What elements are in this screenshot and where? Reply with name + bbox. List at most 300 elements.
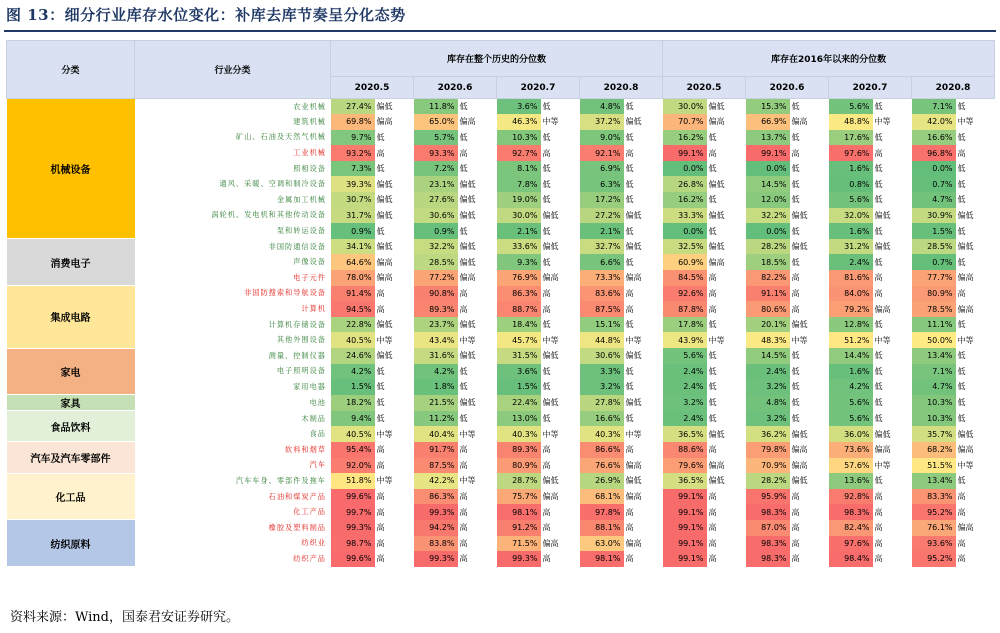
- percentile-value: 91.7%: [414, 442, 458, 458]
- level-label: 偏低: [624, 395, 663, 411]
- percentile-value: 42.0%: [912, 114, 956, 130]
- percentile-value: 19.0%: [497, 192, 541, 208]
- percentile-value: 5.6%: [829, 99, 873, 115]
- percentile-value: 22.8%: [331, 317, 375, 333]
- level-label: 低: [956, 161, 995, 177]
- percentile-value: 2.4%: [663, 364, 707, 380]
- level-label: 高: [541, 551, 580, 567]
- level-label: 低: [375, 161, 414, 177]
- table-row: [7, 473, 995, 489]
- percentile-value: 43.9%: [663, 332, 707, 348]
- percentile-value: 6.3%: [580, 176, 624, 192]
- percentile-value: 78.0%: [331, 270, 375, 286]
- header-month: 2020.5: [663, 77, 746, 99]
- level-label: 中等: [458, 473, 497, 489]
- industry-label: 电池: [309, 397, 326, 407]
- level-label: 低: [873, 411, 912, 427]
- level-label: 高: [707, 270, 746, 286]
- category-cell: 机械设备: [7, 99, 135, 239]
- level-label: 低: [956, 473, 995, 489]
- level-label: 低: [624, 411, 663, 427]
- level-label: 偏高: [624, 489, 663, 505]
- level-label: 低: [541, 161, 580, 177]
- percentile-value: 10.3%: [912, 395, 956, 411]
- level-label: 中等: [375, 426, 414, 442]
- level-label: 低: [873, 176, 912, 192]
- percentile-value: 28.2%: [746, 473, 790, 489]
- percentile-value: 30.7%: [331, 192, 375, 208]
- percentile-value: 83.3%: [912, 489, 956, 505]
- level-label: 低: [541, 254, 580, 270]
- table-row: [7, 192, 995, 208]
- percentile-value: 30.0%: [663, 99, 707, 115]
- level-label: 偏高: [790, 458, 829, 474]
- percentile-value: 8.1%: [497, 161, 541, 177]
- percentile-value: 99.3%: [497, 551, 541, 567]
- industry-label: 声像设备: [293, 257, 326, 267]
- header-group-all-history: 库存在整个历史的分位数: [331, 41, 663, 77]
- percentile-value: 94.5%: [331, 301, 375, 317]
- level-label: 偏高: [956, 442, 995, 458]
- percentile-value: 7.8%: [497, 176, 541, 192]
- percentile-value: 5.6%: [829, 395, 873, 411]
- percentile-value: 28.5%: [414, 254, 458, 270]
- industry-label: 建筑机械: [293, 116, 326, 126]
- percentile-value: 11.8%: [414, 99, 458, 115]
- level-label: 高: [707, 551, 746, 567]
- percentile-value: 76.1%: [912, 520, 956, 536]
- percentile-value: 99.1%: [663, 489, 707, 505]
- level-label: 高: [873, 489, 912, 505]
- level-label: 高: [375, 520, 414, 536]
- percentile-value: 80.6%: [746, 301, 790, 317]
- percentile-value: 22.4%: [497, 395, 541, 411]
- percentile-value: 94.2%: [414, 520, 458, 536]
- level-label: 偏高: [956, 270, 995, 286]
- table-row: [7, 254, 995, 270]
- level-label: 偏低: [375, 317, 414, 333]
- level-label: 偏高: [375, 270, 414, 286]
- level-label: 低: [375, 223, 414, 239]
- level-label: 高: [624, 442, 663, 458]
- industry-label: 矿山、石油及天然气机械: [235, 132, 326, 142]
- level-label: 低: [624, 176, 663, 192]
- percentile-value: 4.2%: [331, 364, 375, 380]
- level-label: 低: [375, 364, 414, 380]
- table-row: [7, 223, 995, 239]
- level-label: 低: [873, 254, 912, 270]
- level-label: 高: [790, 520, 829, 536]
- level-label: 低: [541, 379, 580, 395]
- level-label: 偏低: [956, 426, 995, 442]
- level-label: 高: [956, 504, 995, 520]
- level-label: 偏低: [624, 473, 663, 489]
- level-label: 低: [624, 223, 663, 239]
- percentile-value: 95.4%: [331, 442, 375, 458]
- table-row: [7, 379, 995, 395]
- percentile-value: 10.3%: [497, 130, 541, 146]
- percentile-value: 86.3%: [414, 489, 458, 505]
- percentile-value: 84.0%: [829, 286, 873, 302]
- percentile-value: 9.4%: [331, 411, 375, 427]
- level-label: 偏低: [790, 426, 829, 442]
- level-label: 低: [624, 379, 663, 395]
- percentile-value: 1.5%: [331, 379, 375, 395]
- level-label: 低: [873, 99, 912, 115]
- percentile-value: 12.0%: [746, 192, 790, 208]
- industry-label: 农业机械: [293, 101, 326, 111]
- level-label: 中等: [624, 426, 663, 442]
- table-row: [7, 145, 995, 161]
- level-label: 高: [956, 489, 995, 505]
- level-label: 高: [624, 301, 663, 317]
- table-row: [7, 208, 995, 224]
- percentile-value: 0.0%: [663, 223, 707, 239]
- percentile-value: 32.2%: [414, 239, 458, 255]
- level-label: 中等: [375, 473, 414, 489]
- percentile-value: 71.5%: [497, 536, 541, 552]
- percentile-value: 89.3%: [497, 442, 541, 458]
- level-label: 高: [873, 286, 912, 302]
- percentile-value: 1.6%: [829, 364, 873, 380]
- level-label: 偏低: [707, 99, 746, 115]
- level-label: 偏高: [541, 270, 580, 286]
- level-label: 中等: [873, 332, 912, 348]
- level-label: 高: [873, 270, 912, 286]
- industry-label: 电子元件: [293, 272, 326, 282]
- percentile-value: 14.5%: [746, 176, 790, 192]
- level-label: 高: [707, 301, 746, 317]
- level-label: 高: [624, 551, 663, 567]
- level-label: 低: [790, 223, 829, 239]
- level-label: 偏高: [790, 114, 829, 130]
- level-label: 低: [790, 176, 829, 192]
- percentile-value: 39.3%: [331, 176, 375, 192]
- level-label: 高: [956, 551, 995, 567]
- category-cell: 家具: [7, 395, 135, 411]
- percentile-value: 13.4%: [912, 473, 956, 489]
- level-label: 高: [541, 504, 580, 520]
- level-label: 高: [790, 286, 829, 302]
- industry-label: 照相设备: [293, 163, 326, 173]
- table-row: [7, 286, 995, 302]
- percentile-value: 16.6%: [580, 411, 624, 427]
- level-label: 低: [624, 317, 663, 333]
- percentile-value: 32.5%: [663, 239, 707, 255]
- level-label: 偏低: [707, 239, 746, 255]
- table-row: [7, 239, 995, 255]
- header-month: 2020.8: [912, 77, 995, 99]
- level-label: 低: [541, 192, 580, 208]
- table-row: [7, 489, 995, 505]
- percentile-value: 99.1%: [663, 145, 707, 161]
- industry-label: 橡胶及塑料制品: [268, 522, 326, 532]
- percentile-value: 9.0%: [580, 130, 624, 146]
- level-label: 偏低: [790, 239, 829, 255]
- percentile-value: 99.6%: [331, 489, 375, 505]
- level-label: 中等: [873, 114, 912, 130]
- level-label: 低: [956, 395, 995, 411]
- level-label: 低: [458, 99, 497, 115]
- level-label: 高: [707, 520, 746, 536]
- percentile-value: 93.3%: [414, 145, 458, 161]
- percentile-value: 91.1%: [746, 286, 790, 302]
- percentile-value: 93.2%: [331, 145, 375, 161]
- level-label: 偏低: [458, 254, 497, 270]
- percentile-value: 4.8%: [746, 395, 790, 411]
- percentile-value: 88.6%: [663, 442, 707, 458]
- percentile-value: 14.5%: [746, 348, 790, 364]
- industry-label: 涡轮机、发电机和其他传动设备: [211, 210, 326, 220]
- title-divider: [4, 30, 996, 32]
- category-cell: 家电: [7, 348, 135, 395]
- level-label: 高: [707, 145, 746, 161]
- percentile-value: 28.5%: [912, 239, 956, 255]
- percentile-value: 98.3%: [746, 504, 790, 520]
- percentile-value: 4.2%: [414, 364, 458, 380]
- level-label: 低: [541, 99, 580, 115]
- table-row: [7, 270, 995, 286]
- percentile-value: 87.5%: [414, 458, 458, 474]
- percentile-value: 4.7%: [912, 192, 956, 208]
- percentile-value: 0.7%: [912, 254, 956, 270]
- percentile-value: 36.0%: [829, 426, 873, 442]
- level-label: 高: [707, 489, 746, 505]
- percentile-value: 75.7%: [497, 489, 541, 505]
- level-label: 高: [707, 504, 746, 520]
- percentile-value: 6.6%: [580, 254, 624, 270]
- level-label: 低: [873, 161, 912, 177]
- level-label: 高: [375, 536, 414, 552]
- percentile-value: 89.3%: [414, 301, 458, 317]
- level-label: 低: [375, 411, 414, 427]
- percentile-value: 10.3%: [912, 411, 956, 427]
- level-label: 高: [541, 442, 580, 458]
- level-label: 偏低: [541, 208, 580, 224]
- level-label: 低: [873, 379, 912, 395]
- level-label: 低: [707, 130, 746, 146]
- percentile-value: 11.1%: [912, 317, 956, 333]
- percentile-value: 65.0%: [414, 114, 458, 130]
- level-label: 高: [790, 270, 829, 286]
- percentile-value: 28.2%: [746, 239, 790, 255]
- percentile-value: 63.0%: [580, 536, 624, 552]
- level-label: 低: [624, 364, 663, 380]
- level-label: 低: [458, 130, 497, 146]
- header-month: 2020.8: [580, 77, 663, 99]
- table-row: [7, 301, 995, 317]
- level-label: 高: [790, 536, 829, 552]
- percentile-value: 1.5%: [497, 379, 541, 395]
- percentile-value: 0.8%: [829, 176, 873, 192]
- percentile-value: 64.6%: [331, 254, 375, 270]
- category-cell: 汽车及汽车零部件: [7, 442, 135, 473]
- industry-label: 其他外围设备: [276, 335, 326, 345]
- percentile-value: 26.9%: [580, 473, 624, 489]
- level-label: 低: [375, 395, 414, 411]
- level-label: 偏低: [873, 426, 912, 442]
- level-label: 低: [707, 411, 746, 427]
- table-row: [7, 348, 995, 364]
- industry-label: 汽车: [309, 460, 326, 470]
- percentile-value: 1.8%: [414, 379, 458, 395]
- level-label: 偏高: [707, 458, 746, 474]
- category-cell: 化工品: [7, 473, 135, 520]
- level-label: 高: [458, 489, 497, 505]
- level-label: 偏低: [375, 192, 414, 208]
- level-label: 中等: [541, 426, 580, 442]
- percentile-value: 42.2%: [414, 473, 458, 489]
- level-label: 偏低: [624, 114, 663, 130]
- percentile-value: 40.5%: [331, 332, 375, 348]
- percentile-value: 79.8%: [746, 442, 790, 458]
- level-label: 低: [624, 130, 663, 146]
- level-label: 高: [375, 286, 414, 302]
- level-label: 中等: [541, 332, 580, 348]
- percentile-value: 87.0%: [746, 520, 790, 536]
- level-label: 低: [790, 348, 829, 364]
- percentile-value: 3.2%: [746, 379, 790, 395]
- percentile-value: 98.3%: [746, 536, 790, 552]
- level-label: 低: [541, 411, 580, 427]
- table-row: [7, 161, 995, 177]
- percentile-value: 9.7%: [331, 130, 375, 146]
- percentile-value: 79.2%: [829, 301, 873, 317]
- percentile-value: 97.8%: [580, 504, 624, 520]
- percentile-value: 92.1%: [580, 145, 624, 161]
- level-label: 低: [956, 364, 995, 380]
- level-label: 高: [541, 286, 580, 302]
- percentile-value: 99.1%: [663, 520, 707, 536]
- level-label: 偏低: [707, 208, 746, 224]
- header-month: 2020.6: [746, 77, 829, 99]
- level-label: 偏低: [873, 239, 912, 255]
- level-label: 低: [790, 364, 829, 380]
- level-label: 偏高: [956, 520, 995, 536]
- inventory-percentile-table: [6, 40, 995, 567]
- percentile-value: 98.3%: [746, 551, 790, 567]
- percentile-value: 97.6%: [829, 536, 873, 552]
- level-label: 高: [458, 520, 497, 536]
- table-row: [7, 536, 995, 552]
- level-label: 高: [458, 536, 497, 552]
- percentile-value: 98.1%: [580, 551, 624, 567]
- level-label: 高: [541, 145, 580, 161]
- header-month: 2020.7: [829, 77, 912, 99]
- percentile-value: 70.9%: [746, 458, 790, 474]
- level-label: 低: [956, 348, 995, 364]
- level-label: 偏高: [707, 254, 746, 270]
- level-label: 中等: [458, 426, 497, 442]
- level-label: 偏低: [624, 239, 663, 255]
- percentile-value: 17.8%: [663, 317, 707, 333]
- percentile-value: 31.5%: [497, 348, 541, 364]
- category-cell: 集成电路: [7, 286, 135, 348]
- level-label: 高: [375, 301, 414, 317]
- level-label: 偏低: [790, 208, 829, 224]
- level-label: 低: [707, 364, 746, 380]
- level-label: 低: [873, 317, 912, 333]
- level-label: 偏高: [624, 458, 663, 474]
- level-label: 高: [873, 551, 912, 567]
- percentile-value: 3.6%: [497, 99, 541, 115]
- percentile-value: 79.6%: [663, 458, 707, 474]
- level-label: 高: [458, 442, 497, 458]
- percentile-value: 23.1%: [414, 176, 458, 192]
- percentile-value: 13.4%: [912, 348, 956, 364]
- percentile-value: 21.5%: [414, 395, 458, 411]
- level-label: 偏高: [624, 270, 663, 286]
- level-label: 高: [873, 145, 912, 161]
- percentile-value: 33.6%: [497, 239, 541, 255]
- level-label: 中等: [790, 332, 829, 348]
- level-label: 高: [707, 442, 746, 458]
- level-label: 高: [956, 145, 995, 161]
- percentile-value: 4.2%: [829, 379, 873, 395]
- percentile-value: 83.8%: [414, 536, 458, 552]
- level-label: 偏低: [375, 208, 414, 224]
- industry-label: 工业机械: [293, 148, 326, 158]
- percentile-value: 30.6%: [580, 348, 624, 364]
- percentile-value: 69.8%: [331, 114, 375, 130]
- table-row: [7, 130, 995, 146]
- level-label: 偏高: [541, 489, 580, 505]
- level-label: 中等: [375, 332, 414, 348]
- level-label: 低: [956, 411, 995, 427]
- industry-label: 家用电器: [293, 381, 326, 391]
- level-label: 高: [458, 504, 497, 520]
- percentile-value: 3.3%: [580, 364, 624, 380]
- percentile-value: 0.0%: [912, 161, 956, 177]
- level-label: 偏高: [375, 114, 414, 130]
- level-label: 低: [873, 348, 912, 364]
- level-label: 低: [707, 395, 746, 411]
- percentile-value: 99.7%: [331, 504, 375, 520]
- percentile-value: 86.3%: [497, 286, 541, 302]
- percentile-value: 1.6%: [829, 223, 873, 239]
- header-month: 2020.6: [414, 77, 497, 99]
- table-row: [7, 411, 995, 427]
- percentile-value: 23.7%: [414, 317, 458, 333]
- percentile-value: 73.6%: [829, 442, 873, 458]
- level-label: 高: [624, 145, 663, 161]
- percentile-value: 77.2%: [414, 270, 458, 286]
- percentile-value: 88.7%: [497, 301, 541, 317]
- percentile-value: 83.6%: [580, 286, 624, 302]
- level-label: 偏高: [458, 270, 497, 286]
- level-label: 低: [624, 161, 663, 177]
- percentile-value: 87.8%: [663, 301, 707, 317]
- percentile-value: 99.1%: [746, 145, 790, 161]
- level-label: 低: [790, 411, 829, 427]
- level-label: 偏低: [790, 317, 829, 333]
- percentile-value: 76.9%: [497, 270, 541, 286]
- level-label: 偏高: [956, 301, 995, 317]
- level-label: 低: [707, 317, 746, 333]
- level-label: 偏低: [541, 348, 580, 364]
- level-label: 低: [790, 254, 829, 270]
- level-label: 偏低: [375, 99, 414, 115]
- level-label: 偏低: [956, 208, 995, 224]
- level-label: 低: [458, 161, 497, 177]
- level-label: 低: [790, 192, 829, 208]
- level-label: 高: [790, 504, 829, 520]
- level-label: 偏低: [624, 348, 663, 364]
- percentile-value: 27.4%: [331, 99, 375, 115]
- level-label: 高: [624, 286, 663, 302]
- level-label: 偏低: [458, 239, 497, 255]
- percentile-value: 92.0%: [331, 458, 375, 474]
